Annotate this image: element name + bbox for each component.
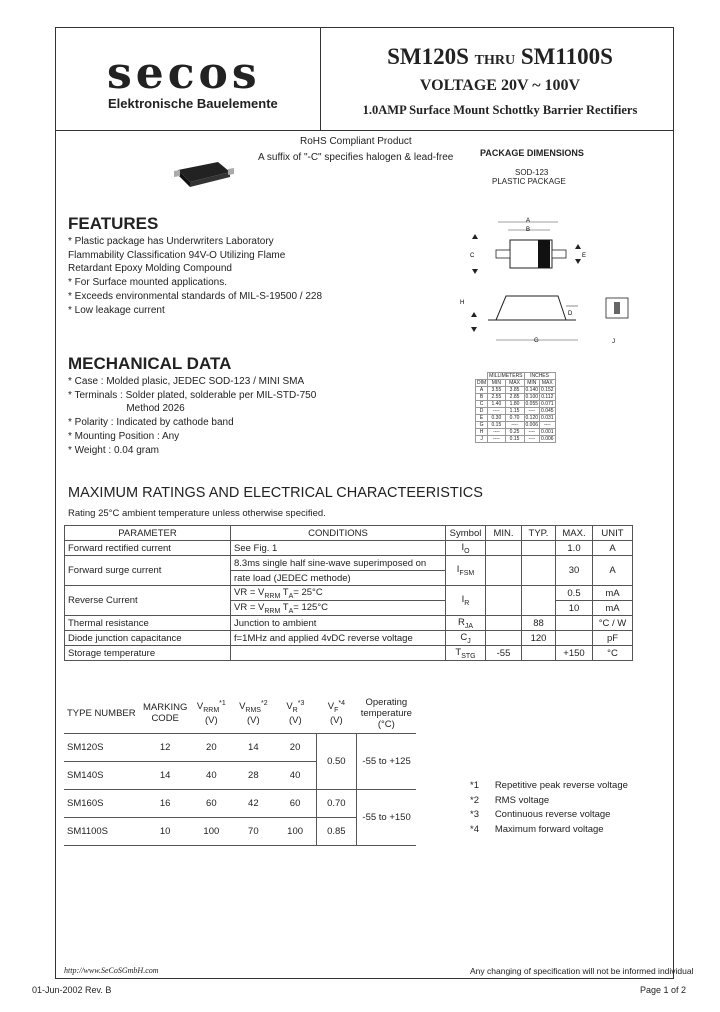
dim-row: A 3.55 3.85 0.140 0.152 xyxy=(476,387,556,394)
revision-date: 01-Jun-2002 Rev. B xyxy=(32,985,112,995)
dim-row: J ---- 0.15 ---- 0.006 xyxy=(476,436,556,443)
col-header: MAX. xyxy=(556,526,593,541)
list-item: * Case : Molded plasic, JEDEC SOD-123 / MINI SMA xyxy=(68,376,305,387)
footnote: *2 RMS voltage xyxy=(470,794,550,806)
footnote: *3 Continuous reverse voltage xyxy=(470,809,611,820)
table-row: SM140S 14 40 28 40 xyxy=(64,762,416,790)
dim-row: E 0.30 0.70 0.120 0.031 xyxy=(476,415,556,422)
list-item: * Terminals : Solder plated, solderable per MIL-STD-750 xyxy=(68,389,317,401)
dim-row: C 1.40 1.80 0.055 0.071 xyxy=(476,401,556,408)
table-row: Thermal resistance Junction to ambient $R_{JA}$ 88 °C / W xyxy=(65,616,633,631)
component-image xyxy=(172,156,236,190)
package-sub: PLASTIC PACKAGE xyxy=(492,177,566,186)
table-header-row xyxy=(65,526,633,541)
list-item: Method 2026 xyxy=(68,403,185,415)
voltage-range: VOLTAGE 20V ~ 100V xyxy=(419,77,581,94)
page-number: Page 1 of 2 xyxy=(640,985,687,995)
package-drawing xyxy=(458,212,638,347)
label-a: A xyxy=(526,218,531,224)
suffix-note: A suffix of "-C" specifies halogen & lead-free xyxy=(258,152,454,163)
list-item: * Mounting Position : Any xyxy=(68,430,180,442)
dim-header: MIN xyxy=(488,380,505,387)
dim-header: MIN xyxy=(524,380,540,387)
dim-group-mm: MILLIMETERS xyxy=(489,373,523,379)
mechanical-heading: MECHANICAL DATA xyxy=(68,354,232,373)
header-bottom-line xyxy=(55,130,673,131)
col-header: $V_{RRM}^{*1}$ (V) xyxy=(196,700,226,726)
table-row: SM120S 12 20 14 20 0.50 -55 to +125 xyxy=(64,734,416,762)
label-h: H xyxy=(460,300,465,306)
disclaimer: Any changing of specification will not be informed individual xyxy=(470,966,694,976)
dim-header: DIM xyxy=(477,380,487,386)
package-name: SOD-123 xyxy=(515,168,549,177)
brand-subtitle: Elektronische Bauelemente xyxy=(108,96,278,111)
dim-row: H ---- 0.25 ---- 0.001 xyxy=(476,429,556,436)
label-d: D xyxy=(568,311,573,317)
col-header: $V_F^{*4}$ (V) xyxy=(327,700,345,726)
dim-group-in: INCHES xyxy=(524,373,555,380)
col-header: PARAMETER xyxy=(65,526,231,541)
features-list xyxy=(68,235,322,317)
col-header: TYPE NUMBER xyxy=(67,707,136,719)
table-row: Diode junction capacitance f=1MHz and applied 4vDC reverse voltage $C_J$ 120 pF xyxy=(65,631,633,646)
table-row: Reverse Current VR = $V_{RRM}$ $T_A= 25^\circ C$ $I_R$ 0.5 mA xyxy=(65,586,633,601)
col-header: Symbol xyxy=(446,526,486,541)
dim-row: D ---- 1.15 ---- 0.045 xyxy=(476,408,556,415)
label-g: G xyxy=(534,338,539,344)
table-row: rate load (JEDEC methode) xyxy=(65,571,633,586)
list-item: * For Surface mounted applications. xyxy=(68,277,227,289)
list-item: * Polarity : Indicated by cathode band xyxy=(68,417,234,429)
dim-row: G 0.15 ---- 0.006 ---- xyxy=(476,422,556,429)
dim-header: MAX xyxy=(505,380,524,387)
label-e: E xyxy=(582,253,587,259)
table-row: Forward surge current 8.3ms single half sine-wave superimposed on $I_{FSM}$ 30 A xyxy=(65,556,633,571)
table-row: SM1100S 10 100 70 100 0.85 xyxy=(64,818,416,846)
col-header: TYP. xyxy=(522,526,556,541)
table-header-row xyxy=(64,693,416,734)
table-row: VR = $V_{RRM}$ $T_A= 125^\circ C$ 10 mA xyxy=(65,601,633,616)
page-title: SM120S THRU SM1100S xyxy=(387,44,613,69)
col-header: CONDITIONS xyxy=(231,526,446,541)
dimension-table xyxy=(475,372,556,443)
label-j: J xyxy=(612,339,615,345)
ratings-heading: MAXIMUM RATINGS AND ELECTRICAL CHARACTEERISTICS xyxy=(68,485,483,501)
rohs-note: RoHS Compliant Product xyxy=(300,136,412,147)
mechanical-list xyxy=(68,375,316,457)
col-header: MIN. xyxy=(486,526,522,541)
table-row: SM160S 16 60 42 60 0.70 -55 to +150 xyxy=(64,790,416,818)
table-row: Forward rectified current See Fig. 1 $I_O$ 1.0 A xyxy=(65,541,633,556)
type-table xyxy=(64,693,416,846)
table-row: Storage temperature $T_{STG}$ -55 +150 °C xyxy=(65,646,633,661)
col-header: UNIT xyxy=(593,526,633,541)
col-header: $V_R^{*3}$ (V) xyxy=(286,700,305,726)
ratings-table xyxy=(64,525,633,661)
label-b: B xyxy=(526,227,531,233)
list-item: * Low leakage current xyxy=(68,304,165,316)
package-dimensions-title: PACKAGE DIMENSIONS xyxy=(480,148,584,158)
footnotes xyxy=(470,779,628,837)
list-item: * Plastic package has Underwriters Laboratory xyxy=(68,236,274,247)
product-subtitle: 1.0AMP Surface Mount Schottky Barrier Rectifiers xyxy=(362,103,638,117)
header-divider xyxy=(320,28,321,130)
col-header: $V_{RMS}^{*2}$ (V) xyxy=(239,700,268,726)
list-item: * Exceeds environmental standards of MIL-S-19500 / 228 xyxy=(68,290,323,302)
footnote: *1 Repetitive peak reverse voltage xyxy=(470,780,628,791)
ratings-note: Rating 25°C ambient temperature unless otherwise specified. xyxy=(68,508,326,519)
features-heading: FEATURES xyxy=(68,214,159,233)
list-item: Retardant Epoxy Molding Compound xyxy=(68,263,232,275)
website-link[interactable]: http://www.SeCoSGmbH.com xyxy=(64,966,159,975)
dim-row: B 2.55 2.85 0.100 0.112 xyxy=(476,394,556,401)
secos-logo: secos xyxy=(107,48,261,99)
col-header: MARKING CODE xyxy=(143,702,188,724)
col-header: Operating temperature (°C) xyxy=(360,696,412,730)
label-c: C xyxy=(470,253,475,259)
list-item: * Weight : 0.04 gram xyxy=(68,444,159,456)
footnote: *4 Maximum forward voltage xyxy=(470,823,604,835)
dim-header: MAX xyxy=(540,380,556,387)
list-item: Flammability Classification 94V-O Utilizing Flame xyxy=(68,249,286,261)
